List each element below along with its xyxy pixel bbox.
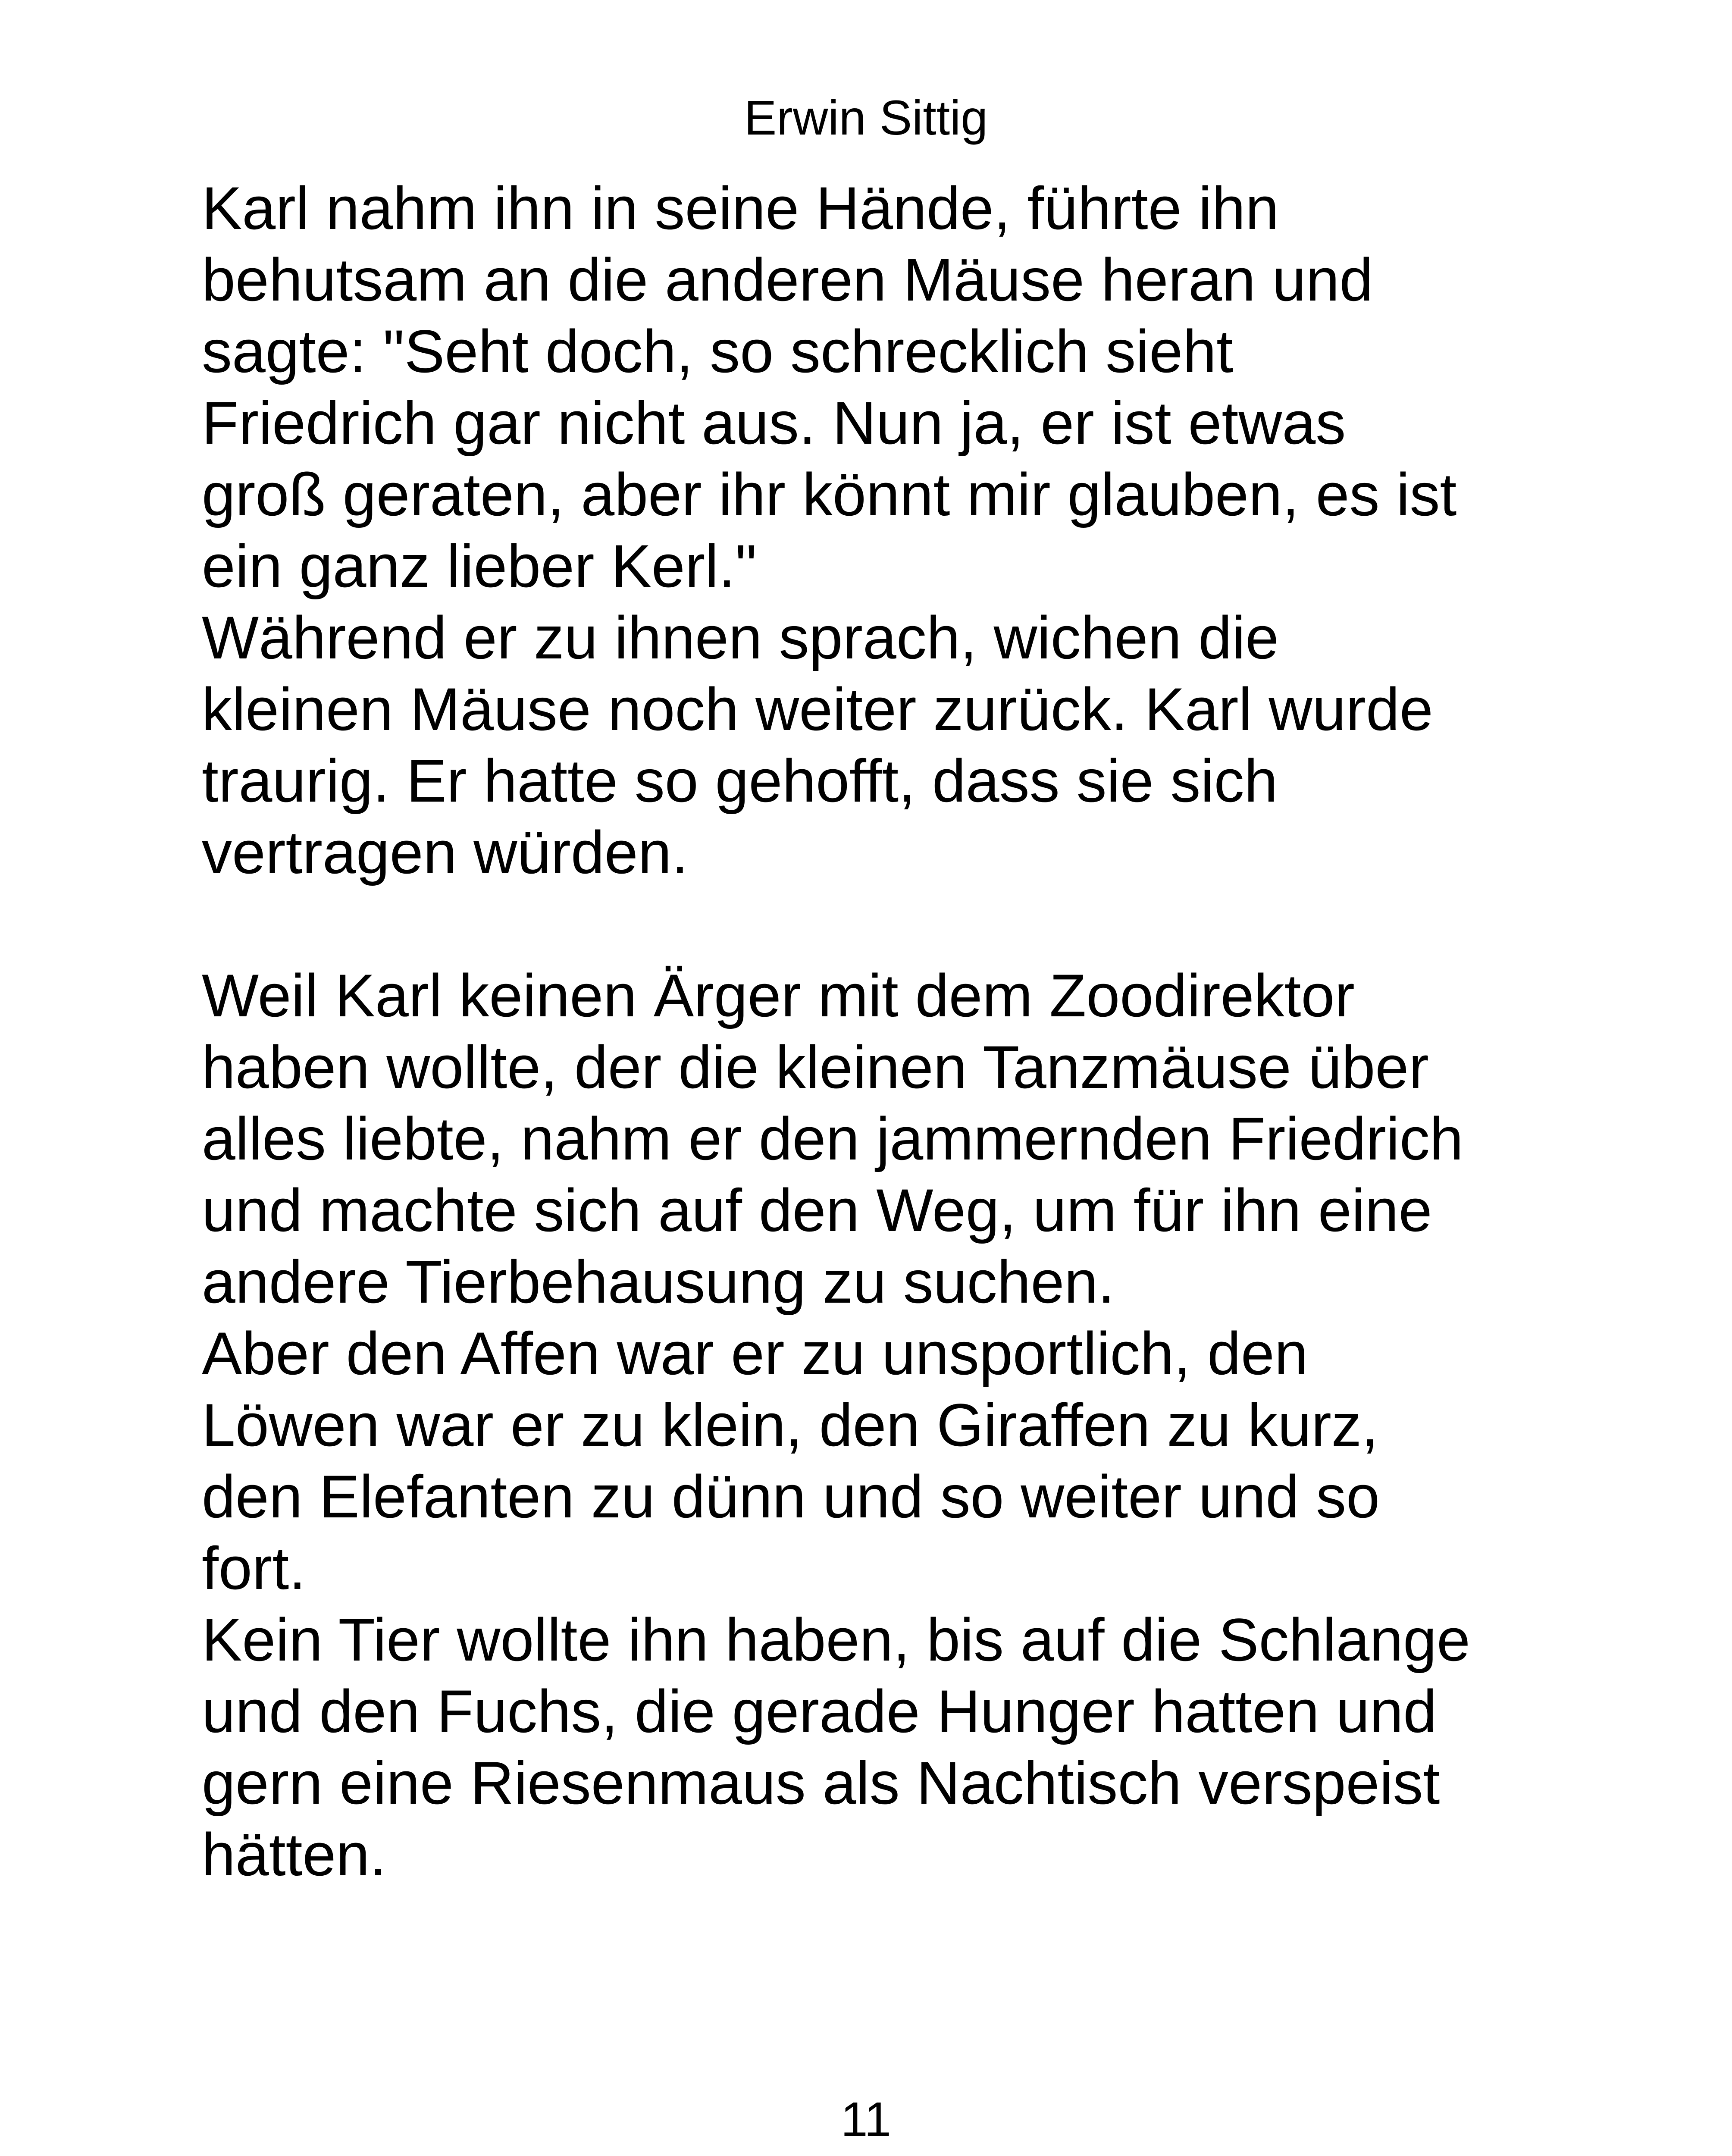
text-line: groß geraten, aber ihr könnt mir glauben, es ist [202, 461, 1457, 528]
text-line: haben wollte, der die kleinen Tanzmäuse über [202, 1033, 1429, 1101]
text-line: Aber den Affen war er zu unsportlich, den [202, 1319, 1308, 1387]
text-line: ein ganz lieber Kerl." [202, 532, 757, 600]
page-header-author: Erwin Sittig [744, 91, 988, 145]
text-line: und machte sich auf den Weg, um für ihn eine [202, 1176, 1432, 1244]
text-line: Löwen war er zu klein, den Giraffen zu kurz, [202, 1391, 1378, 1459]
page-number: 11 [840, 2092, 892, 2147]
paragraph-break [202, 888, 1573, 960]
text-line: Friedrich gar nicht aus. Nun ja, er ist etwas [202, 389, 1346, 457]
text-line: fort. [202, 1534, 306, 1602]
text-line: traurig. Er hatte so gehofft, dass sie sich [202, 747, 1278, 815]
text-line: Während er zu ihnen sprach, wichen die [202, 604, 1279, 671]
text-line: gern eine Riesenmaus als Nachtisch verspeist [202, 1749, 1440, 1817]
text-line: Kein Tier wollte ihn haben, bis auf die Schlange [202, 1606, 1470, 1673]
body-text [202, 172, 1573, 1890]
text-line: alles liebte, nahm er den jammernden Friedrich [202, 1105, 1463, 1172]
text-line: andere Tierbehausung zu suchen. [202, 1248, 1115, 1316]
text-line: kleinen Mäuse noch weiter zurück. Karl wurde [202, 675, 1433, 743]
text-line: behutsam an die anderen Mäuse heran und [202, 246, 1373, 313]
text-line: Karl nahm ihn in seine Hände, führte ihn [202, 174, 1279, 242]
text-line: den Elefanten zu dünn und so weiter und so [202, 1463, 1380, 1530]
text-line: hätten. [202, 1821, 387, 1888]
text-line: sagte: "Seht doch, so schrecklich sieht [202, 317, 1234, 385]
text-line: und den Fuchs, die gerade Hunger hatten und [202, 1677, 1437, 1745]
text-line: Weil Karl keinen Ärger mit dem Zoodirektor [202, 962, 1355, 1029]
text-line: vertragen würden. [202, 818, 689, 886]
